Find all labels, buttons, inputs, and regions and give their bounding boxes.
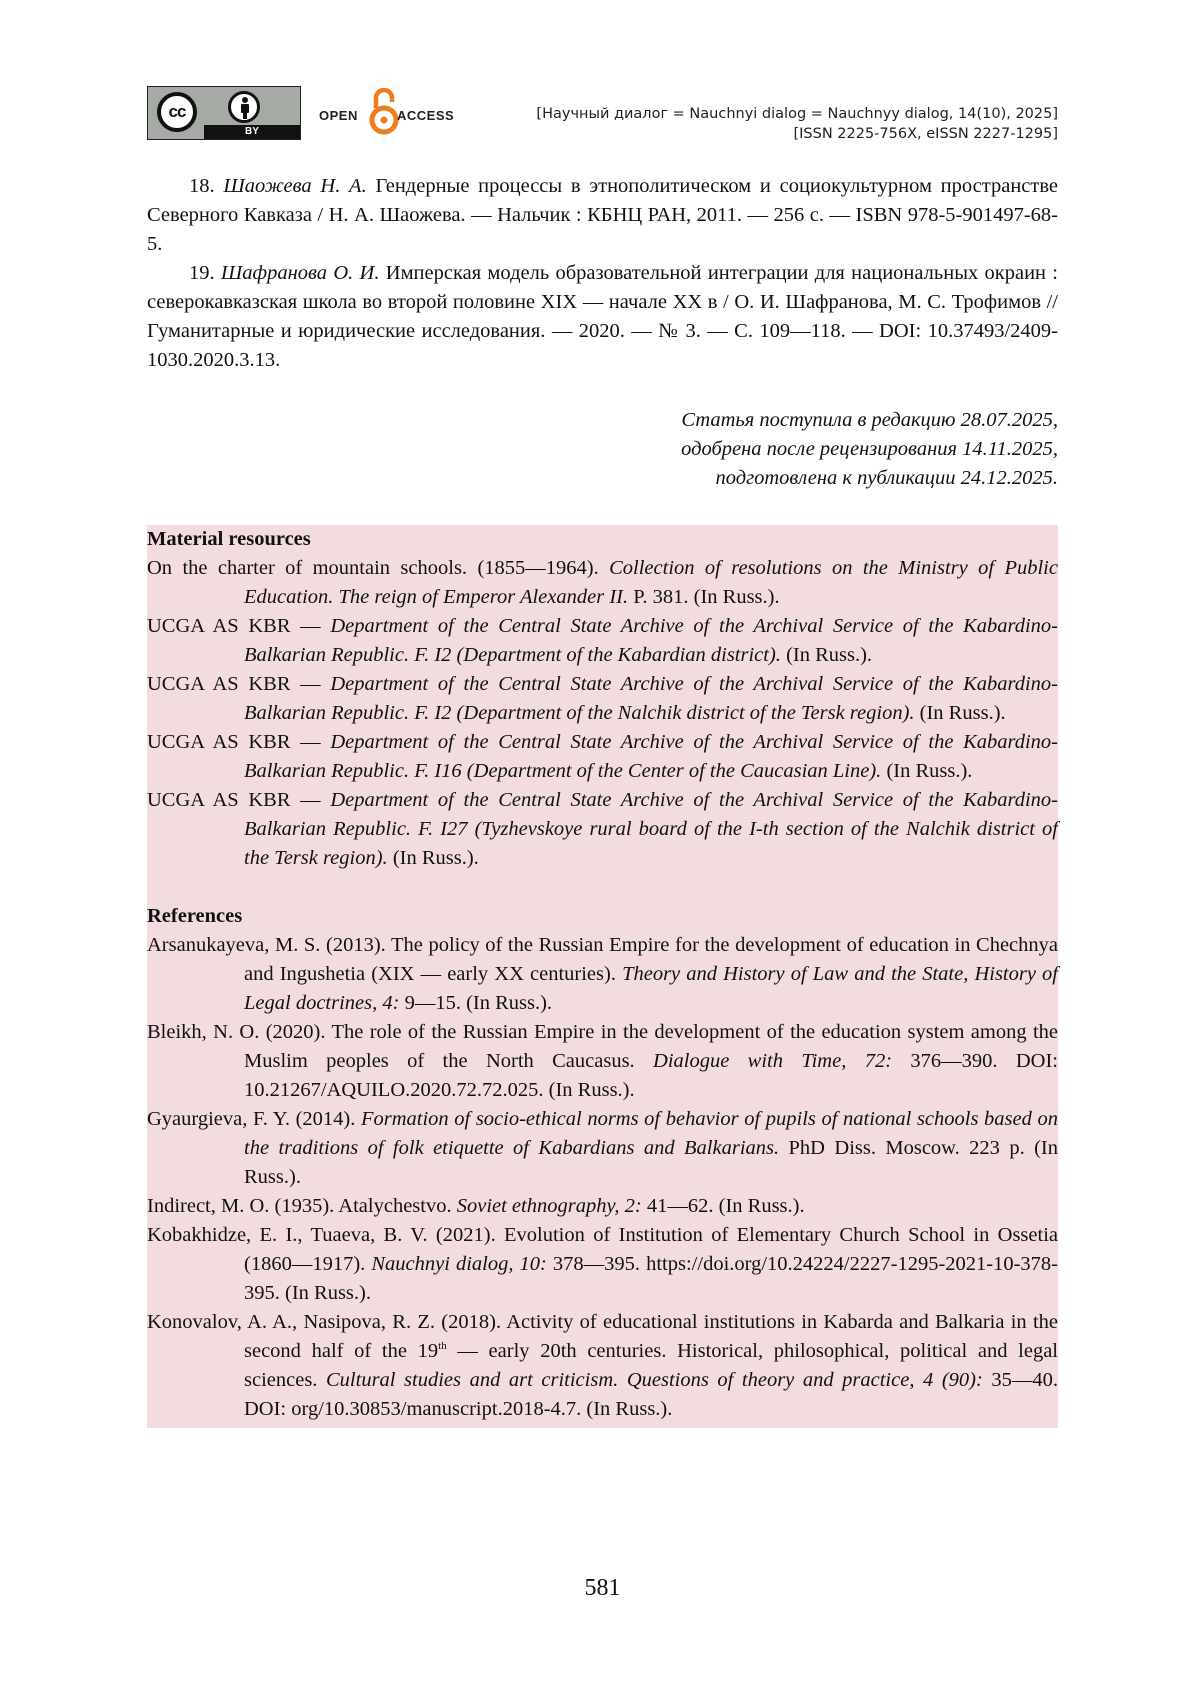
by-label: BY (204, 125, 300, 139)
entry-tail: (In Russ.). (387, 847, 479, 869)
entry-italic: Dialogue with Time, 72: (653, 1050, 893, 1072)
reference-number: 19. (189, 262, 221, 284)
creative-commons-icon (157, 92, 197, 132)
reference-entry (147, 1018, 1058, 1105)
issn-line: [ISSN 2225-756X, eISSN 2227-1295] (793, 126, 1058, 142)
reference-author: Шафранова О. И. (220, 262, 380, 284)
reference-entry (147, 931, 1058, 1018)
entry-text: On the charter of mountain schools. (1855—1964). (147, 557, 610, 579)
reference-item (147, 172, 1058, 259)
entry-italic: Cultural studies and art criticism. Questions of theory and practice, 4 (90): (326, 1369, 983, 1391)
entry-text: Konovalov, A. A., Nasipova, R. Z. (2018). Activity of educational institutions in Kabarda and Balkaria in the second half of the 19 (147, 1311, 1058, 1362)
entry-text: Gyaurgieva, F. Y. (2014). (147, 1108, 361, 1130)
entry-italic: Formation of socio-ethical norms of behavior of pupils of national schools based on the traditions of folk etiquette of Kabardians and Balkarians. (244, 1108, 1058, 1159)
entry-italic: Theory and History of Law and the State, History of Legal doctrines, 4: (244, 963, 1059, 1014)
open-access-lock-icon (369, 86, 399, 138)
entry-tail: 41—62. (In Russ.). (641, 1195, 805, 1217)
entry-italic: Department of the Central State Archive of the Archival Service of the Kabardino-Balkarian Republic. F. I16 (Department of the Center of the Caucasian Line). (244, 731, 1059, 782)
entry-italic: Department of the Central State Archive of the Archival Service of the Kabardino-Balkarian Republic. F. I2 (Department of the Nalchik district of the Tersk region). (244, 673, 1059, 724)
entry-tail: PhD Diss. Moscow. 223 p. (In Russ.). (244, 1137, 1059, 1188)
received-date: Статья поступила в редакцию 28.07.2025, (681, 409, 1058, 431)
reference-author: Шаожева Н. А. (223, 175, 367, 197)
entry-text: UCGA AS KBR — (147, 673, 331, 695)
page-number: 581 (584, 1575, 621, 1601)
entry-tail: 376—390. DOI: 10.21267/AQUILO.2020.72.72.025. (In Russ.). (244, 1050, 1058, 1101)
reference-body: Имперская модель образовательной интеграции для национальных окраин : северокавказская школа во второй половине XIX — начале XX в / О. И. Шафранова, М. С. Трофимов // Гуманитарные и юридические исследования. — 2020. — № 3. — С. 109—118. — DOI: 10.37493/2409-1030.2020.3.13. (147, 262, 1059, 371)
material-resources-heading: Material resources (147, 528, 311, 550)
material-resource-item (147, 670, 1058, 728)
cc-by-license-badge[interactable] (147, 86, 301, 140)
entry-tail: (In Russ.). (914, 702, 1006, 724)
entry-tail: 378—395. https://doi.org/10.24224/2227-1295-2021-10-378-395. (In Russ.). (244, 1253, 1058, 1304)
english-references-block (147, 525, 1058, 1428)
approved-date: одобрена после рецензирования 14.11.2025, (681, 438, 1058, 460)
prepared-date: подготовлена к публикации 24.12.2025. (715, 467, 1058, 489)
entry-text-cont: — early 20th centuries. Historical, philosophical, political and legal sciences. (244, 1340, 1058, 1391)
references-heading: References (147, 905, 243, 927)
reference-entry (147, 1105, 1058, 1192)
cc-label: cc (168, 102, 186, 121)
entry-italic: Department of the Central State Archive of the Archival Service of the Kabardino-Balkarian Republic. F. I27 (Tyzhevskoye rural board of the I-th section of the Nalchik district of the Tersk region). (244, 789, 1059, 869)
entry-text: UCGA AS KBR — (147, 731, 331, 753)
entry-text: Indirect, M. O. (1935). Atalychestvo. (147, 1195, 457, 1217)
entry-italic: Department of the Central State Archive of the Archival Service of the Kabardino-Balkarian Republic. F. I2 (Department of the Kabardian district). (244, 615, 1059, 666)
entry-italic: Nauchnyi dialog, 10: (371, 1253, 547, 1275)
entry-italic: Soviet ethnography, 2: (456, 1195, 642, 1217)
material-resource-item (147, 728, 1058, 786)
entry-text: UCGA AS KBR — (147, 615, 331, 637)
entry-text: UCGA AS KBR — (147, 789, 331, 811)
reference-entry (147, 1221, 1058, 1308)
reference-entry (147, 1192, 1058, 1221)
entry-tail: (In Russ.). (780, 644, 873, 666)
entry-tail: P. 381. (In Russ.). (628, 586, 780, 608)
reference-entry (147, 1308, 1058, 1424)
superscript-th: th (438, 1340, 447, 1353)
entry-tail: (In Russ.). (881, 760, 973, 782)
entry-tail: 35—40. DOI: org/10.30853/manuscript.2018-4.7. (In Russ.). (244, 1369, 1059, 1420)
russian-references (147, 172, 1058, 375)
entry-italic: Collection of resolutions on the Ministry of Public Education. The reign of Emperor Alexander II. (244, 557, 1058, 608)
article-dates (681, 406, 1058, 493)
entry-text: Kobakhidze, E. I., Tuaeva, B. V. (2021). Evolution of Institution of Elementary Church School in Ossetia (1860—1917). (147, 1224, 1058, 1275)
attribution-person-icon (228, 91, 260, 123)
material-resource-item (147, 786, 1058, 873)
section-gap (147, 873, 1058, 902)
open-access-label-access: ACCESS (397, 108, 455, 123)
journal-citation (536, 104, 1058, 144)
entry-text: Bleikh, N. O. (2020). The role of the Russian Empire in the development of the education system among the Muslim peoples of the North Caucasus. (147, 1021, 1058, 1072)
material-resource-item (147, 612, 1058, 670)
material-resource-item (147, 554, 1058, 612)
reference-item (147, 259, 1058, 375)
entry-tail: 9—15. (In Russ.). (399, 992, 553, 1014)
page-header (147, 86, 1058, 146)
open-access-label-open: OPEN (319, 108, 358, 123)
journal-line: [Научный диалог = Nauchnyi dialog = Nauchnyy dialog, 14(10), 2025] (536, 106, 1058, 122)
entry-text: Arsanukayeva, M. S. (2013). The policy of the Russian Empire for the development of education in Chechnya and Ingushetia (XIX — early XX centuries). (147, 934, 1058, 985)
reference-body: Гендерные процессы в этнополитическом и социокультурном пространстве Северного Кавказа / Н. А. Шаожева. — Нальчик : КБНЦ РАН, 2011. — 256 с. — ISBN 978-5-901497-68-5. (147, 175, 1059, 255)
reference-number: 18. (189, 175, 224, 197)
